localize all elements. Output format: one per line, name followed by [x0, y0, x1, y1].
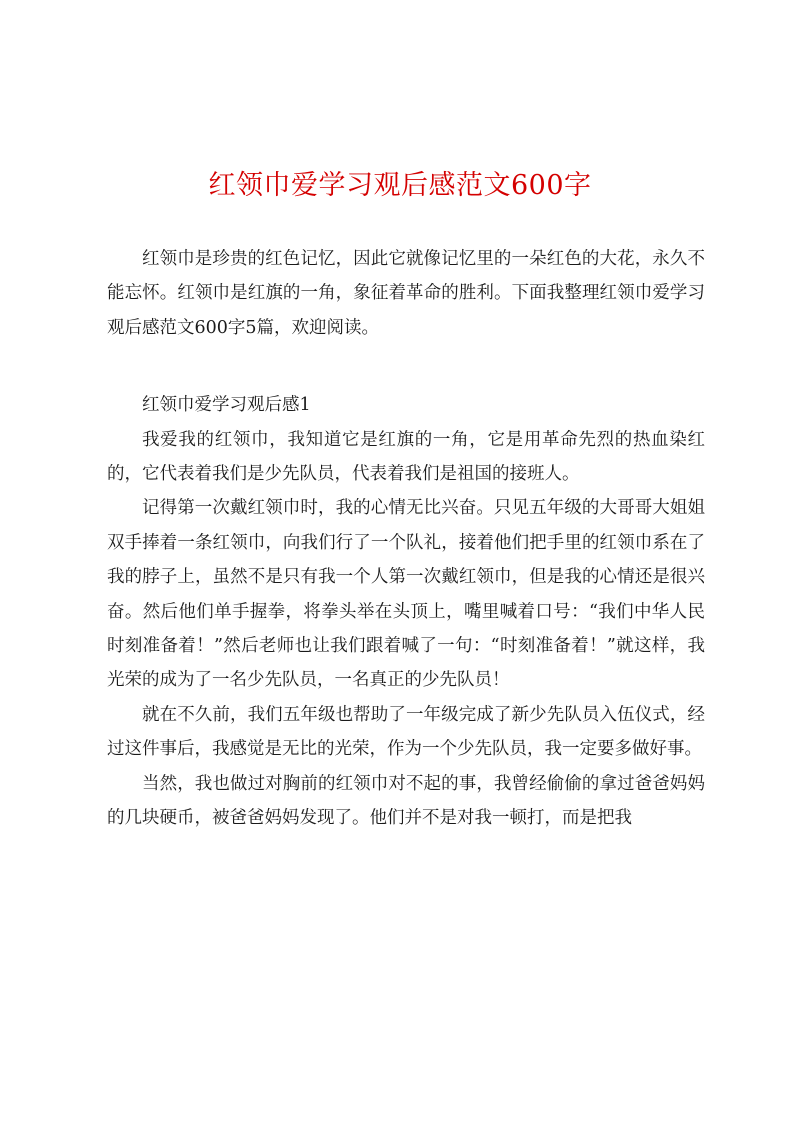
intro-paragraph: 红领巾是珍贵的红色记忆，因此它就像记忆里的一朵红色的大花，永久不能忘怀。红领巾是红旗的一角，象征着革命的胜利。下面我整理红领巾爱学习观后感范文600字5篇，欢迎阅读。 — [107, 249, 705, 338]
document-title: 红领巾爱学习观后感范文600字 — [208, 170, 592, 201]
document-body — [107, 242, 705, 836]
body-paragraph-1: 我爱我的红领巾，我知道它是红旗的一角，它是用革命先烈的热血染红的，它代表着我们是少先队员，代表着我们是祖国的接班人。 — [107, 429, 705, 485]
section-gap — [107, 345, 705, 388]
body-paragraph-3: 就在不久前，我们五年级也帮助了一年级完成了新少先队员入伍仪式，经过这件事后，我感觉是无比的光荣，作为一个少先队员，我一定要多做好事。 — [107, 704, 705, 760]
body-paragraph-2: 记得第一次戴红领巾时，我的心情无比兴奋。只见五年级的大哥哥大姐姐双手捧着一条红领巾，向我们行了一个队礼，接着他们把手里的红领巾系在了我的脖子上，虽然不是只有我一个人第一次戴红领巾，但是我的心情还是很兴奋。然后他们单手握拳，将拳头举在头顶上，嘴里喊着口号：“我们中华人民时刻准备着！”然后老师也让我们跟着喊了一句：“时刻准备着！”就这样，我光荣的成为了一名少先队员，一名真正的少先队员！ — [107, 498, 705, 691]
section-heading: 红领巾爱学习观后感1 — [142, 395, 311, 416]
body-paragraph-4: 当然，我也做过对胸前的红领巾对不起的事，我曾经偷偷的拿过爸爸妈妈的几块硬币，被爸爸妈妈发现了。他们并不是对我一顿打，而是把我 — [107, 773, 705, 829]
